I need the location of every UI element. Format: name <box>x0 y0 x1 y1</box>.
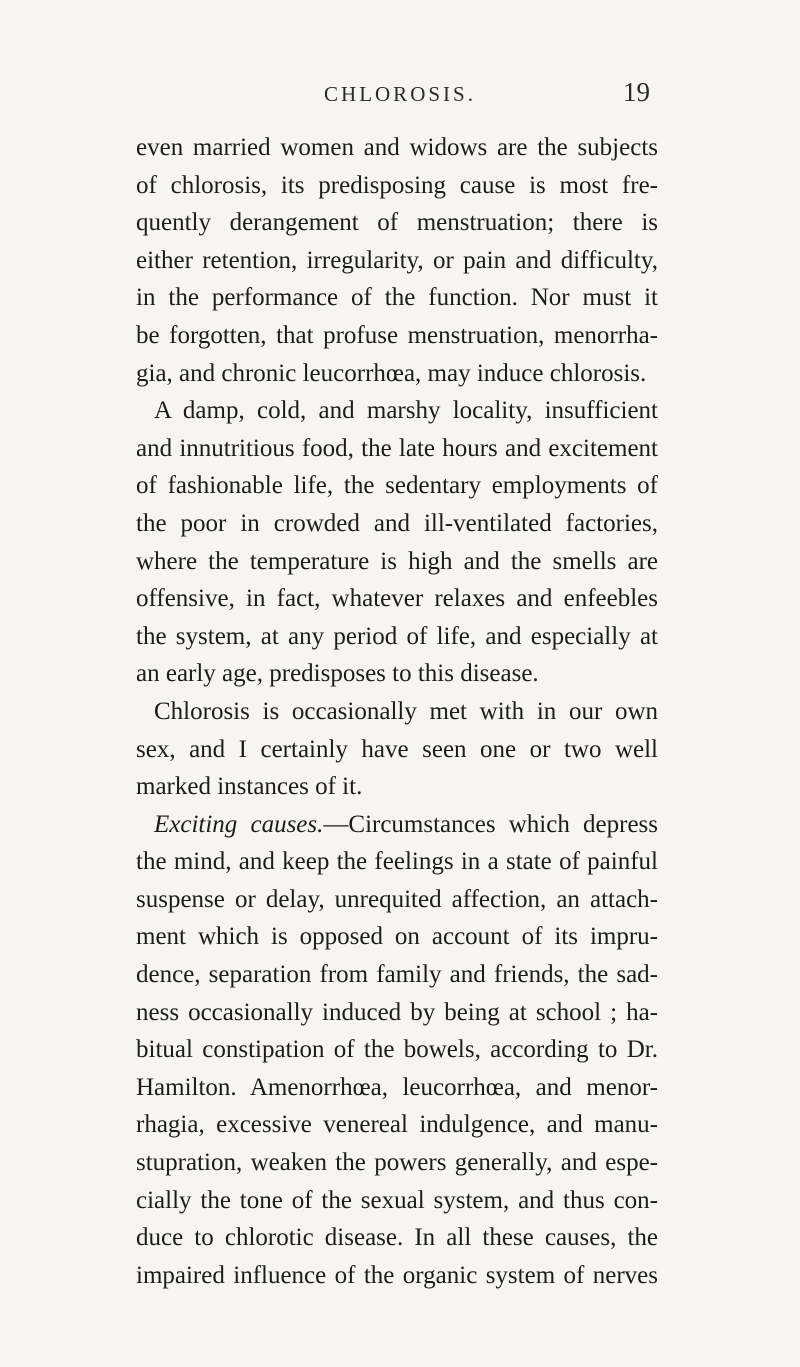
text-line: ment which is opposed on account of its impru- <box>136 923 658 951</box>
text-line: where the temperature is high and the smells are <box>136 547 658 575</box>
text-line: cially the tone of the sexual system, and thus con- <box>136 1186 658 1214</box>
text-line: either retention, irregularity, or pain and difficulty, <box>136 246 658 274</box>
text-line: the system, at any period of life, and especially at <box>136 622 658 650</box>
exciting-causes-heading: Exciting causes. <box>154 810 324 838</box>
text-line: Chlorosis is occasionally met with in our own <box>154 697 658 725</box>
text-line: stupration, weaken the powers generally, and espe- <box>136 1149 658 1177</box>
text-line: duce to chlorotic disease. In all these causes, the <box>136 1224 658 1252</box>
text-line: rhagia, excessive venereal indulgence, and manu- <box>136 1111 658 1139</box>
text-line: of fashionable life, the sedentary employments of <box>136 472 658 500</box>
text-line: quently derangement of menstruation; there is <box>136 209 658 237</box>
exciting-causes-text: —Circumstances which depress <box>323 810 658 838</box>
text-line: ness occasionally induced by being at school ; ha- <box>136 998 658 1026</box>
page-number: 19 <box>623 77 650 107</box>
text-line: the poor in crowded and ill-ventilated factories, <box>136 509 658 537</box>
text-line: impaired influence of the organic system of nerves <box>136 1261 658 1289</box>
text-line: bitual constipation of the bowels, according to Dr. <box>136 1036 658 1064</box>
text-line: an early age, predisposes to this disease. <box>136 660 539 688</box>
text-line: in the performance of the function. Nor must it <box>136 284 658 312</box>
text-line: be forgotten, that profuse menstruation, menorrha- <box>136 321 658 349</box>
text-line: Hamilton. Amenorrhœa, leucorrhœa, and menor- <box>136 1073 658 1101</box>
running-title: CHLOROSIS. <box>324 82 476 106</box>
body-text <box>136 129 658 1294</box>
text-line: even married women and widows are the subjects <box>136 134 658 161</box>
running-head <box>0 74 800 114</box>
text-line: and innutritious food, the late hours and excitement <box>136 434 658 462</box>
text-line-exciting <box>136 806 658 844</box>
text-line: sex, and I certainly have seen one or two well <box>136 735 658 763</box>
text-line: A damp, cold, and marshy locality, insufficient <box>154 397 658 425</box>
text-line: dence, separation from family and friends, the sad- <box>136 961 658 989</box>
text-line: marked instances of it. <box>136 773 363 801</box>
text-line: suspense or delay, unrequited affection, an attach- <box>136 885 658 913</box>
text-line: the mind, and keep the feelings in a state of painful <box>136 848 658 876</box>
text-line: of chlorosis, its predisposing cause is most fre- <box>136 171 658 199</box>
text-line: gia, and chronic leucorrhœa, may induce chlorosis. <box>136 359 647 387</box>
text-line: offensive, in fact, whatever relaxes and enfeebles <box>136 585 658 613</box>
